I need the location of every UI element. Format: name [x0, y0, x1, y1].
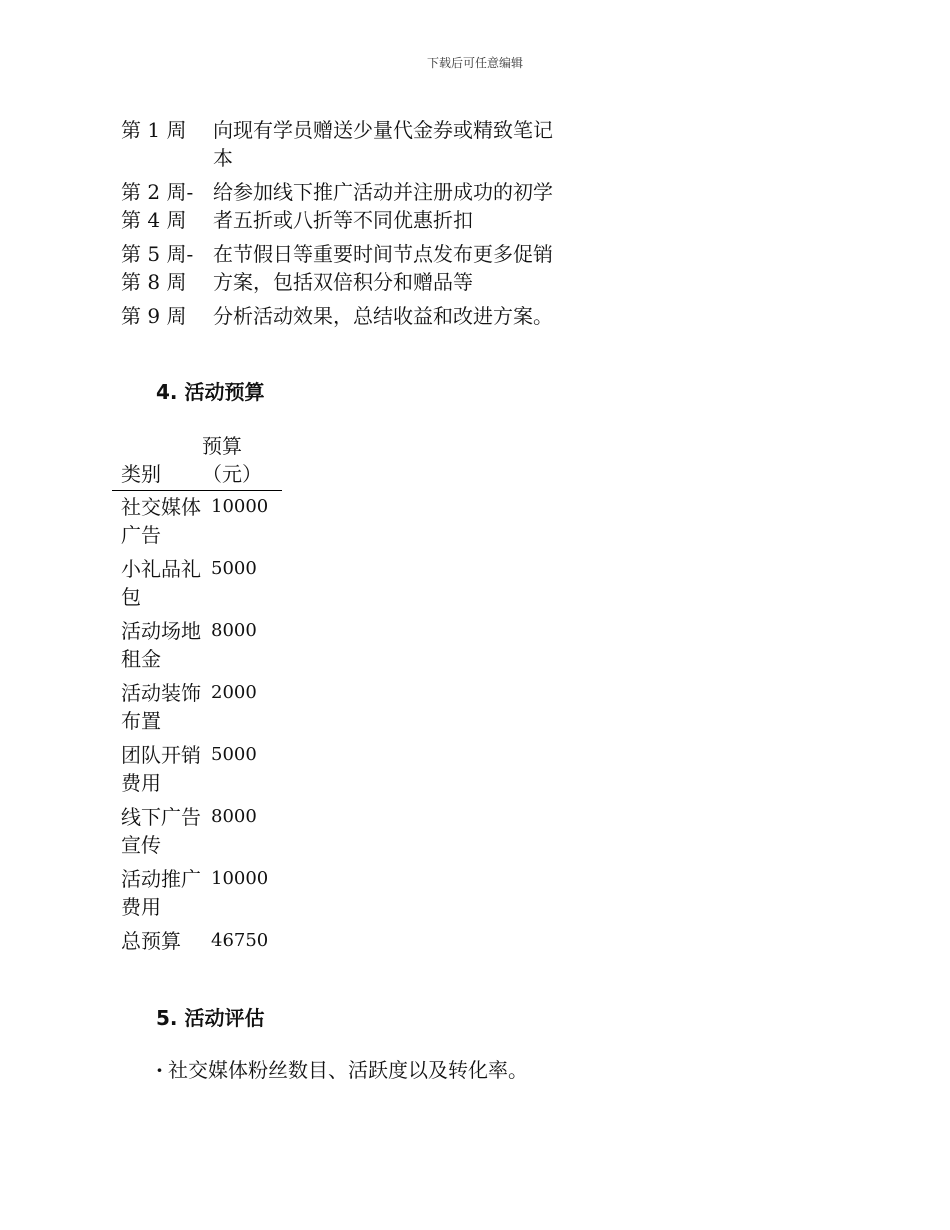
page-header: 下载后可任意编辑: [426, 56, 523, 70]
budget-table-header: [112, 432, 282, 491]
evaluation-heading: 5. 活动评估: [156, 1006, 265, 1030]
budget-amount: 2000: [211, 682, 257, 703]
budget-total-row: [112, 927, 282, 955]
schedule-row: [121, 302, 581, 330]
category-column-header: 类别: [121, 462, 161, 486]
budget-table: [112, 432, 282, 961]
bullet-marker: ·: [156, 1058, 163, 1082]
schedule-week: 第 5 周-第 8 周: [121, 242, 194, 294]
schedule-description: 给参加线下推广活动并注册成功的初学者五折或八折等不同优惠折扣: [213, 180, 553, 232]
schedule-description: 在节假日等重要时间节点发布更多促销方案，包括双倍积分和赠品等: [213, 242, 553, 294]
budget-category: 团队开销费用: [121, 743, 201, 795]
budget-amount: 8000: [211, 806, 257, 827]
budget-category: 活动场地租金: [121, 619, 201, 671]
budget-row: [112, 493, 282, 549]
budget-rows: [112, 493, 282, 955]
schedule-week: 第 1 周: [121, 118, 187, 142]
budget-heading: 4. 活动预算: [156, 380, 265, 404]
budget-category: 总预算: [121, 929, 181, 953]
evaluation-item-text: 社交媒体粉丝数目、活跃度以及转化率。: [168, 1058, 528, 1082]
budget-row: [112, 865, 282, 921]
budget-category: 线下广告宣传: [121, 805, 201, 857]
budget-amount: 10000: [211, 496, 269, 517]
schedule-week: 第 2 周-第 4 周: [121, 180, 194, 232]
schedule-row: [121, 116, 581, 172]
budget-row: [112, 803, 282, 859]
evaluation-list: [156, 1055, 856, 1085]
budget-category: 小礼品礼包: [121, 557, 201, 609]
budget-row: [112, 679, 282, 735]
evaluation-item: [156, 1055, 856, 1085]
schedule-row: [121, 240, 581, 296]
budget-category: 社交媒体广告: [121, 495, 201, 547]
budget-category: 活动装饰布置: [121, 681, 201, 733]
budget-amount: 5000: [211, 744, 257, 765]
schedule-description: 分析活动效果，总结收益和改进方案。: [213, 304, 553, 328]
budget-amount: 5000: [211, 558, 257, 579]
budget-row: [112, 741, 282, 797]
amount-column-header: 预算（元）: [202, 434, 262, 486]
budget-row: [112, 617, 282, 673]
schedule-row: [121, 178, 581, 234]
budget-amount: 10000: [211, 868, 269, 889]
budget-row: [112, 555, 282, 611]
budget-category: 活动推广费用: [121, 867, 201, 919]
schedule-table: [121, 116, 581, 336]
budget-amount: 8000: [211, 620, 257, 641]
budget-amount: 46750: [211, 930, 269, 951]
schedule-week: 第 9 周: [121, 304, 187, 328]
schedule-description: 向现有学员赠送少量代金券或精致笔记本: [213, 118, 553, 170]
